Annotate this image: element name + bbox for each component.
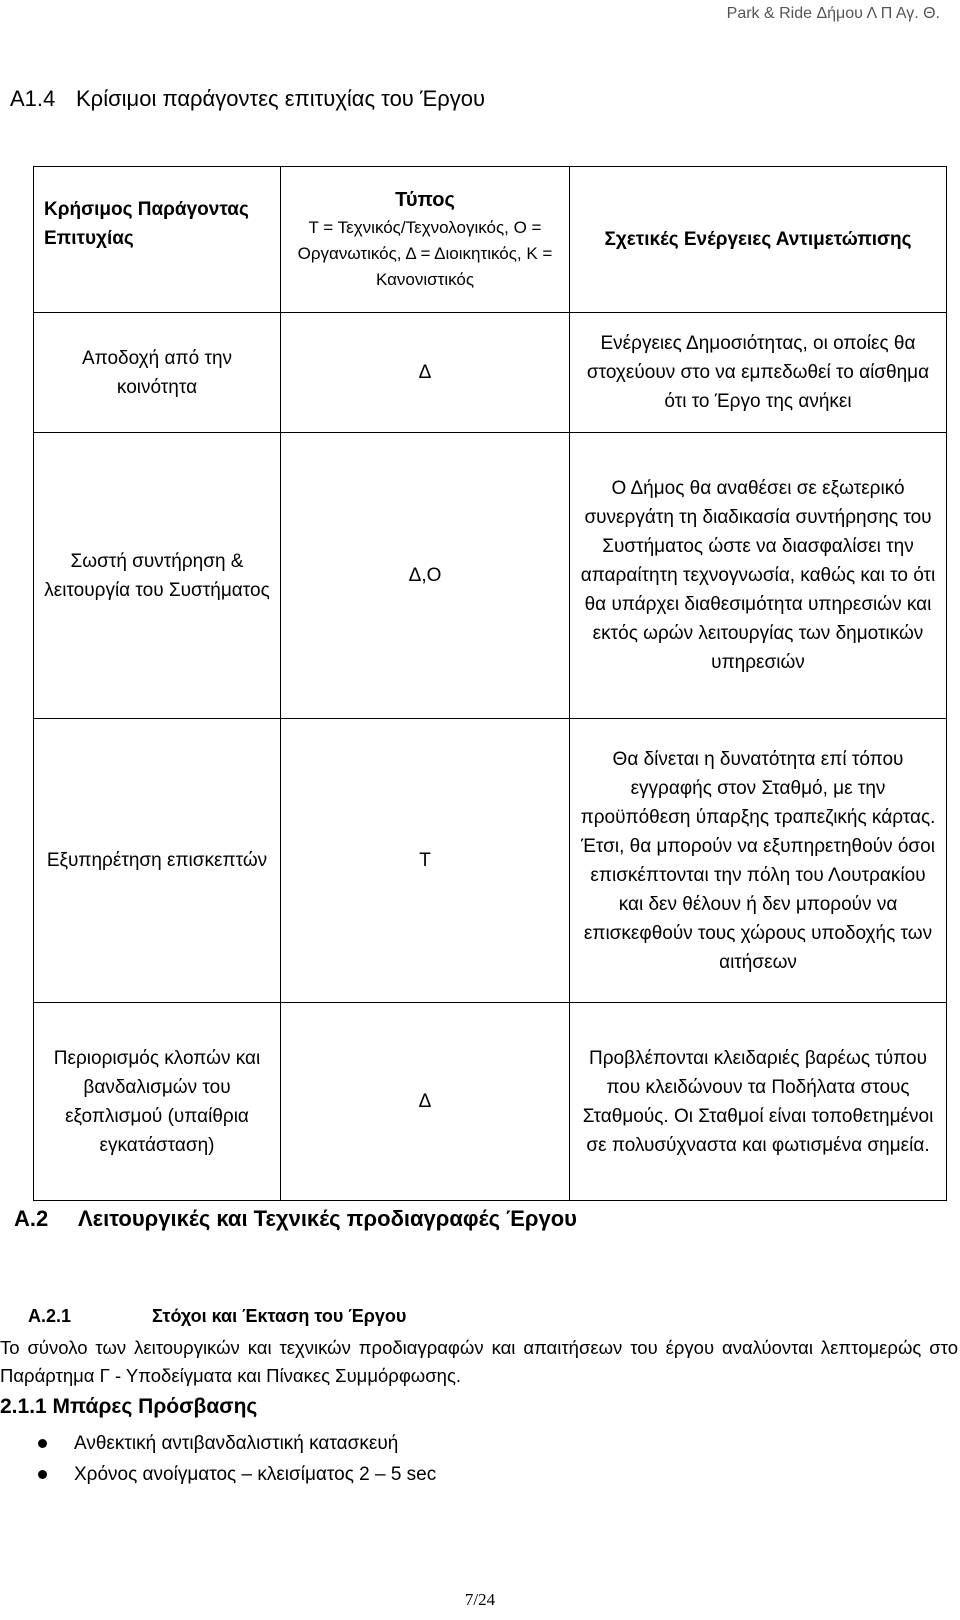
- row-factor: Εξυπηρέτηση επισκεπτών: [34, 719, 281, 1003]
- critical-factors-table: [33, 166, 947, 1201]
- list-item: [38, 1428, 436, 1459]
- section-a21-heading: [28, 1306, 406, 1327]
- header-type-title: Τύπος: [395, 189, 455, 211]
- page-number: 7/24: [464, 1590, 496, 1609]
- bullet-dot-icon: [38, 1470, 47, 1479]
- running-header: Park & Ride Δήμου Λ Π Αγ. Θ.: [726, 5, 940, 22]
- row-action: Ενέργειες Δημοσιότητας, οι οποίες θα στοχεύουν στο να εμπεδωθεί το αίσθημα ότι το Έργο της ανήκει: [570, 313, 947, 433]
- table-row: [34, 313, 947, 433]
- section-211-heading: 2.1.1 Μπάρες Πρόσβασης: [0, 1395, 258, 1418]
- row-action: Προβλέπονται κλειδαριές βαρέως τύπου που κλειδώνουν τα Ποδήλατα στους Σταθμούς. Οι Σταθμοί είναι τοποθετημένοι σε πολυσύχναστα και φωτισμένα σημεία.: [570, 1003, 947, 1201]
- header-type-legend: Τ = Τεχνικός/Τεχνολογικός, Ο = Οργανωτικός, Δ = Διοικητικός, Κ = Κανονιστικός: [297, 218, 553, 289]
- list-item: [38, 1459, 436, 1490]
- section-number: Α.2.1: [28, 1306, 72, 1326]
- row-action: Θα δίνεται η δυνατότητα επί τόπου εγγραφής στον Σταθμό, με την προϋπόθεση ύπαρξης τραπεζικής κάρτας. Έτσι, θα μπορούν να εξυπηρετηθούν όσοι επισκέπτονται την πόλη του Λουτρακίου και δεν θέλουν ή δεν μπορούν να επισκεφθούν τους χώρους υποδοχής των αιτήσεων: [570, 719, 947, 1003]
- row-action: Ο Δήμος θα αναθέσει σε εξωτερικό συνεργάτη τη διαδικασία συντήρησης του Συστήματος ώστε να διασφαλίσει την απαραίτητη τεχνογνωσία, καθώς και το ότι θα υπάρχει διαθεσιμότητα υπηρεσιών και εκτός ωρών λειτουργίας των δημοτικών υπηρεσιών: [570, 433, 947, 719]
- row-type: Δ: [281, 1003, 570, 1201]
- row-type: Δ: [281, 313, 570, 433]
- section-title: Κρίσιμοι παράγοντες επιτυχίας του Έργου: [76, 86, 485, 111]
- section-title: Λειτουργικές και Τεχνικές προδιαγραφές Έργου: [78, 1206, 577, 1231]
- table-row: [34, 433, 947, 719]
- table-row: [34, 1003, 947, 1201]
- bullet-dot-icon: [38, 1439, 47, 1448]
- row-factor: Περιορισμός κλοπών και βανδαλισμών του εξοπλισμού (υπαίθρια εγκατάσταση): [34, 1003, 281, 1201]
- list-item-text: Ανθεκτική αντιβανδαλιστική κατασκευή: [74, 1433, 399, 1454]
- header-type: [281, 167, 570, 313]
- row-factor: Σωστή συντήρηση & λειτουργία του Συστήματος: [34, 433, 281, 719]
- table-row: [34, 719, 947, 1003]
- section-number: Α.2: [14, 1206, 49, 1231]
- header-actions: Σχετικές Ενέργειες Αντιμετώπισης: [570, 167, 947, 313]
- header-factor: Κρήσιμος Παράγοντας Επιτυχίας: [34, 167, 281, 313]
- row-factor: Αποδοχή από την κοινότητα: [34, 313, 281, 433]
- section-number: Α1.4: [10, 86, 56, 111]
- table-header-row: [34, 167, 947, 313]
- section-a2-heading: [14, 1206, 577, 1232]
- section-title: Στόχοι και Έκταση του Έργου: [152, 1306, 407, 1326]
- row-type: Τ: [281, 719, 570, 1003]
- row-type: Δ,Ο: [281, 433, 570, 719]
- list-item-text: Χρόνος ανοίγματος – κλεισίματος 2 – 5 sec: [74, 1464, 437, 1485]
- bullet-list: [38, 1428, 436, 1490]
- body-paragraph: Το σύνολο των λειτουργικών και τεχνικών προδιαγραφών και απαιτήσεων του έργου αναλύονται λεπτομερώς στο Παράρτημα Γ - Υποδείγματα και Πίνακες Συμμόρφωσης.: [0, 1337, 958, 1386]
- section-a14-heading: [10, 86, 485, 112]
